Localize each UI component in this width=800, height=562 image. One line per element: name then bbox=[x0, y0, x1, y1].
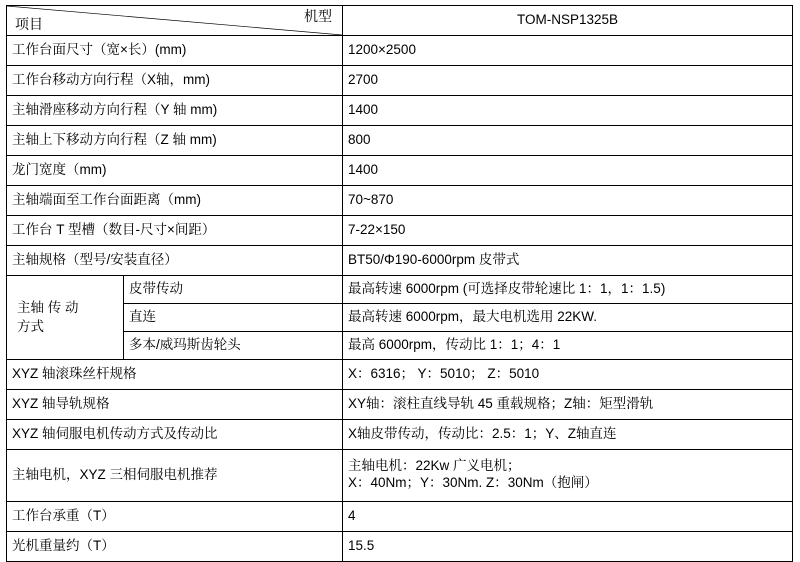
row-label: 光机重量约（T） bbox=[7, 532, 343, 562]
row-value: BT50/Φ190-6000rpm 皮带式 bbox=[343, 246, 793, 276]
table-row bbox=[7, 126, 793, 156]
spindle-sub-value: 最高转速 6000rpm (可选择皮带轮速比 1：1，1：1.5) bbox=[343, 276, 792, 304]
row-value: 70~870 bbox=[343, 186, 793, 216]
table-row bbox=[7, 156, 793, 186]
row-label: 工作台承重（T） bbox=[7, 502, 343, 532]
row-value: 15.5 bbox=[343, 532, 793, 562]
header-diagonal-cell bbox=[7, 6, 343, 36]
row-label: 工作台移动方向行程（X轴，mm) bbox=[7, 66, 343, 96]
row-value: X轴皮带传动，传动比：2.5：1；Y、Z轴直连 bbox=[343, 420, 793, 450]
spindle-sub-label: 多本/威玛斯齿轮头 bbox=[129, 337, 241, 353]
row-label: XYZ 轴滚珠丝杆规格 bbox=[7, 360, 343, 390]
table-row bbox=[7, 66, 793, 96]
table-row bbox=[7, 360, 793, 390]
row-label: 主轴规格（型号/安装直径） bbox=[7, 246, 343, 276]
motor-value-line2: X：40Nm；Y：30Nm. Z：30Nm（抱闸） bbox=[348, 475, 598, 490]
table-row bbox=[7, 246, 793, 276]
table-row bbox=[7, 420, 793, 450]
table-row bbox=[7, 390, 793, 420]
table-row bbox=[7, 502, 793, 532]
table-row bbox=[7, 186, 793, 216]
spindle-group-label bbox=[7, 276, 124, 359]
table-row bbox=[7, 36, 793, 66]
spindle-sub-label: 皮带传动 bbox=[124, 276, 343, 304]
row-value: 1400 bbox=[343, 156, 793, 186]
spindle-values-cell bbox=[343, 276, 793, 360]
header-machine-label: 机型 bbox=[304, 8, 332, 24]
header-item-label: 项目 bbox=[15, 15, 43, 32]
spindle-transmission-row bbox=[7, 276, 793, 360]
motor-value-line1: 主轴电机：22Kw 广义电机； bbox=[348, 458, 521, 474]
row-label: XYZ 轴伺服电机传动方式及传动比 bbox=[7, 420, 343, 450]
table-row bbox=[7, 96, 793, 126]
spindle-group-cell bbox=[7, 276, 343, 360]
row-label: 主轴上下移动方向行程（Z 轴 mm) bbox=[7, 126, 343, 156]
spindle-group-label-line1: 主轴 传 动 bbox=[17, 300, 79, 316]
table-row bbox=[7, 532, 793, 562]
diagonal-line-icon bbox=[7, 6, 342, 35]
row-value: 4 bbox=[343, 502, 793, 532]
motor-row bbox=[7, 450, 793, 502]
spindle-sub-value: 最高转速 6000rpm，最大电机选用 22KW. bbox=[343, 304, 792, 332]
row-value: 1200×2500 bbox=[343, 36, 793, 66]
specification-table bbox=[6, 5, 793, 562]
row-label: 工作台 T 型槽（数目-尺寸×间距） bbox=[7, 216, 343, 246]
spec-sheet bbox=[0, 5, 800, 553]
table-header-row bbox=[7, 6, 793, 36]
row-value: 1400 bbox=[343, 96, 793, 126]
row-label: XYZ 轴导轨规格 bbox=[7, 390, 343, 420]
row-label: 工作台面尺寸（宽×长）(mm) bbox=[7, 36, 343, 66]
spindle-sub-value: 最高 6000rpm，传动比 1：1；4：1 bbox=[348, 337, 561, 353]
row-value: 7-22×150 bbox=[343, 216, 793, 246]
row-value: 800 bbox=[343, 126, 793, 156]
row-label: 主轴滑座移动方向行程（Y 轴 mm) bbox=[7, 96, 343, 126]
row-value: XY轴：滚柱直线导轨 45 重载规格；Z轴：矩型滑轨 bbox=[343, 390, 793, 420]
row-value: X：6316； Y：5010； Z：5010 bbox=[343, 360, 793, 390]
spindle-sub-label: 直连 bbox=[124, 304, 343, 332]
row-label: 龙门宽度（mm) bbox=[7, 156, 343, 186]
table-row bbox=[7, 216, 793, 246]
header-model-value: TOM-NSP1325B bbox=[343, 6, 793, 36]
motor-row-value bbox=[343, 450, 793, 502]
motor-row-label: 主轴电机，XYZ 三相伺服电机推荐 bbox=[7, 450, 343, 502]
row-label: 主轴端面至工作台面距离（mm) bbox=[7, 186, 343, 216]
spindle-group-label-line2: 方式 bbox=[17, 318, 44, 334]
row-value: 2700 bbox=[343, 66, 793, 96]
